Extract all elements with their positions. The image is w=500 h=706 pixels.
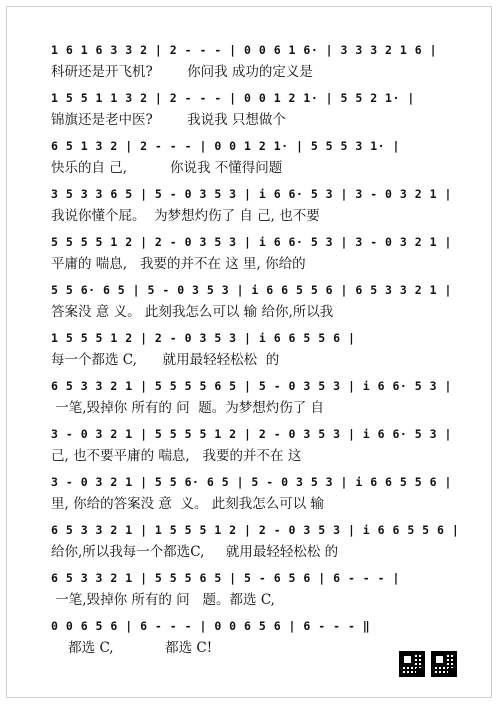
score-line-8 [51, 375, 471, 421]
score-line-3 [51, 135, 471, 181]
lyrics: 平庸的 喘息, 我要的并不在 这 里, 你给的 [51, 256, 306, 272]
jianpu-notes: 6 5 1 3 2 | 2 - - - | 0 0 1 2 1· | 5 5 5 3 1· | [51, 139, 400, 153]
jianpu-notes: 1 6 1 6 3 3 2 | 2 - - - | 0 0 6 1 6· | 3 3 3 2 1 6 | [51, 43, 438, 57]
score-line-2 [51, 87, 471, 133]
score-line-4 [51, 183, 471, 229]
lyrics: 锦旗还是老中医? 我说我 只想做个 [51, 112, 286, 128]
lyrics: 一笔,毁掉你 所有的 问 题。为梦想灼伤了 自 [51, 400, 325, 416]
lyrics: 我说你懂个屁。 为梦想灼伤了 自 己, 也不要 [51, 208, 320, 224]
lyrics: 给你,所以我每一个都选C, 就用最轻轻松松 的 [51, 544, 339, 560]
lyrics: 己, 也不要平庸的 喘息, 我要的并不在 这 [51, 448, 302, 464]
jianpu-notes: 5 5 5 5 1 2 | 2 - 0 3 5 3 | i 6 6· 5 3 | 3 - 0 3 2 1 | [51, 235, 452, 249]
jianpu-notes: 3 5 3 3 6 5 | 5 - 0 3 5 3 | i 6 6· 5 3 | 3 - 0 3 2 1 | [51, 187, 452, 201]
score-page [6, 6, 492, 698]
lyrics: 答案没 意 义。 此刻我怎么可以 输 给你,所以我 [51, 304, 334, 320]
jianpu-notes: 6 5 3 3 2 1 | 1 5 5 5 1 2 | 2 - 0 3 5 3 | i 6 6 5 5 6 | [51, 523, 460, 537]
score-line-7 [51, 327, 471, 373]
jianpu-notes: 3 - 0 3 2 1 | 5 5 5 5 1 2 | 2 - 0 3 5 3 | i 6 6· 5 3 | [51, 427, 452, 441]
lyrics: 一笔,毁掉你 所有的 问 题。都选 C, [51, 592, 275, 608]
score-line-6 [51, 279, 471, 325]
score-line-10 [51, 471, 471, 517]
score-line-12 [51, 567, 471, 613]
jianpu-notes: 6 5 3 3 2 1 | 5 5 5 5 6 5 | 5 - 0 3 5 3 | i 6 6· 5 3 | [51, 379, 452, 393]
lyrics: 都选 C, 都选 C! [51, 640, 213, 656]
lyrics: 科研还是开飞机? 你问我 成功的定义是 [51, 64, 313, 80]
score-line-1 [51, 39, 471, 85]
qr-code-image [431, 651, 457, 677]
jianpu-notes: 6 5 3 3 2 1 | 5 5 5 6 5 | 5 - 6 5 6 | 6 - - - | [51, 571, 400, 585]
score-line-9 [51, 423, 471, 469]
lyrics: 里, 你给的答案没 意 义。 此刻我怎么可以 输 [51, 496, 325, 512]
score-line-5 [51, 231, 471, 277]
jianpu-notes: 5 5 6· 6 5 | 5 - 0 3 5 3 | i 6 6 5 5 6 | 6 5 3 3 2 1 | [51, 283, 452, 297]
jianpu-notes: 3 - 0 3 2 1 | 5 5 6· 6 5 | 5 - 0 3 5 3 | i 6 6 5 5 6 | [51, 475, 452, 489]
qr-code-image [399, 651, 425, 677]
lyrics: 快乐的自 己, 你说我 不懂得问题 [51, 160, 283, 176]
jianpu-notes: 0 0 6 5 6 | 6 - - - | 0 0 6 5 6 | 6 - - - ‖ [51, 619, 371, 633]
score-line-11 [51, 519, 471, 565]
jianpu-notes: 1 5 5 1 1 3 2 | 2 - - - | 0 0 1 2 1· | 5 5 2 1· | [51, 91, 415, 105]
jianpu-notes: 1 5 5 5 1 2 | 2 - 0 3 5 3 | i 6 6 5 5 6 | [51, 331, 356, 345]
lyrics: 每一个都选 C, 就用最轻轻松松 的 [51, 352, 280, 368]
